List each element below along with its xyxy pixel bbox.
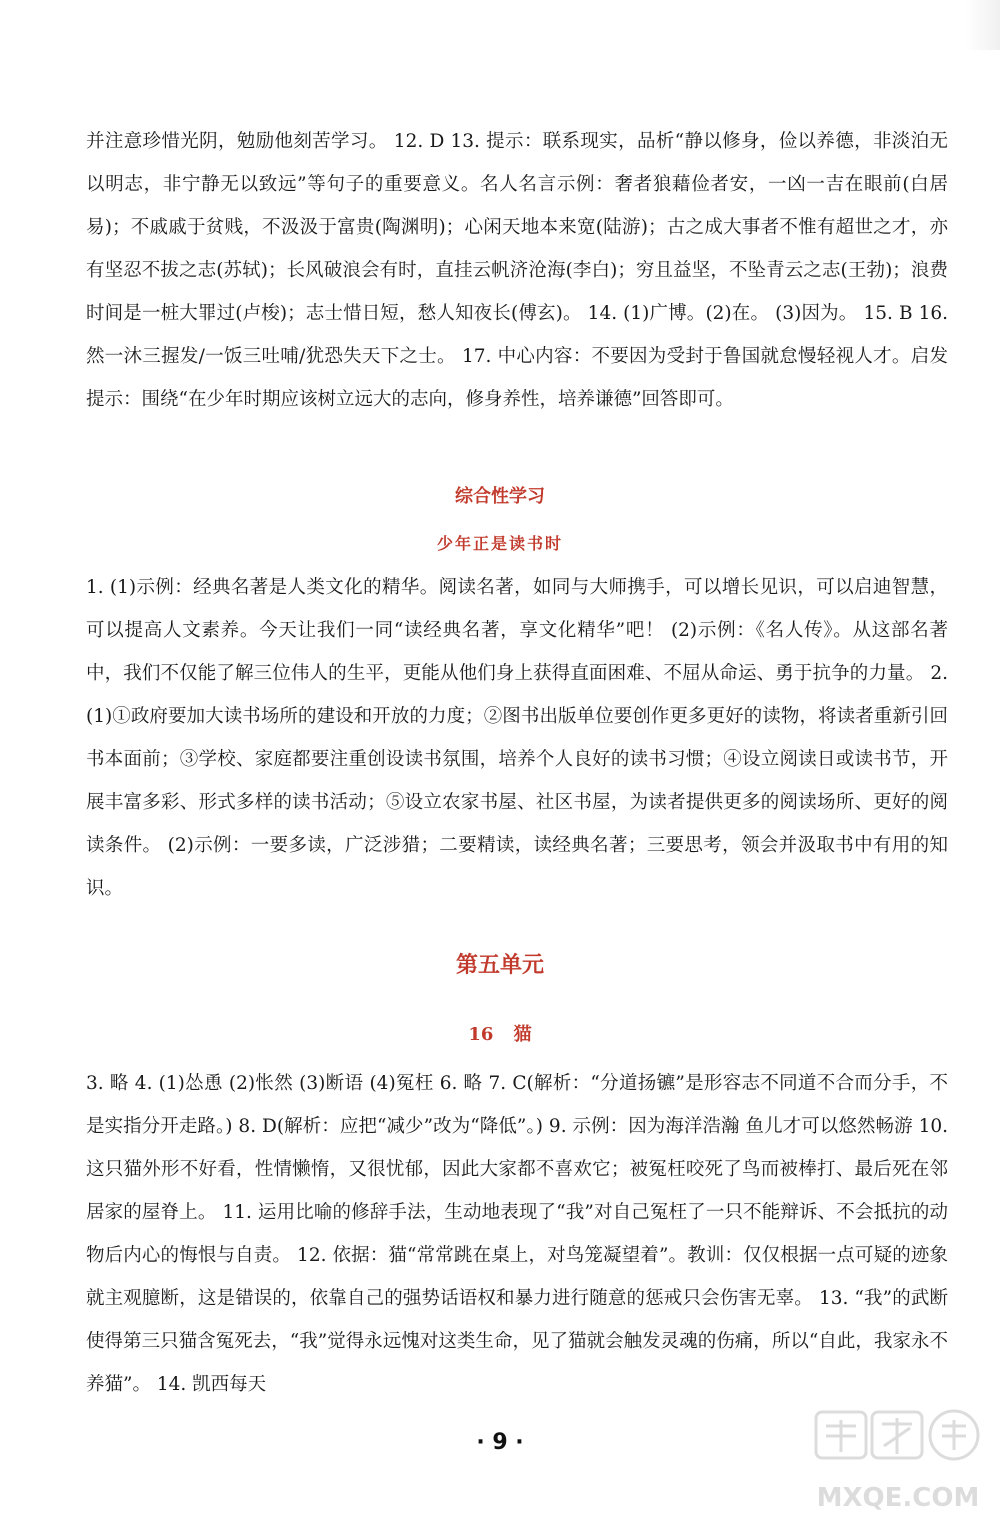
subsection-heading: 少年正是读书时 xyxy=(436,534,563,553)
answer-paragraph-2: 1. (1)示例：经典名著是人类文化的精华。阅读名著，如同与大师携手，可以增长见识，可以启迪智慧，可以提高人文素养。今天让我们一同“读经典名著，享文化精华”吧！ (2)示例：《名人传》。从这部名著中，我们不仅能了解三位伟人的生平，更能从他们身上获得直面困难、不屈从命运、勇于抗争的力量。 2. (1)①政府要加大读书场所的建设和开放的力度；②图书出版单位要创作更多更好的读物，将读者重新引回书本面前；③学校、家庭都要注重创设读书氛围，培养个人良好的读书习惯；④设立阅读日或读书节，开展丰富多彩、形式多样的读书活动；⑤设立农家书屋、社区书屋，为读者提供更多的阅读场所、更好的阅读条件。 (2)示例：一要多读，广泛涉猎；二要精读，读经典名著；三要思考，领会并汲取书中有用的知识。 xyxy=(86,577,948,899)
watermark-logo xyxy=(810,1406,986,1522)
unit-heading: 第五单元 xyxy=(455,952,544,978)
lesson-heading: 16 猫 xyxy=(468,1024,532,1045)
page-edge-shadow xyxy=(966,0,1000,50)
watermark-text: MXQE.COM xyxy=(816,1483,980,1513)
section-heading: 综合性学习 xyxy=(455,486,545,507)
answer-paragraph-3: 3. 略 4. (1)怂恿 (2)怅然 (3)断语 (4)冤枉 6. 略 7. C(解析：“分道扬镳”是形容志不同道不合而分手，不是实指分开走路。) 8. D(解析：应把“减少”改为“降低”。) 9. 示例：因为海洋浩瀚 鱼儿才可以悠然畅游 10. 这只猫外形不好看，性情懒惰，又很忧郁，因此大家都不喜欢它；被冤枉咬死了鸟而被棒打、最后死在邻居家的屋脊上。 11. 运用比喻的修辞手法，生动地表现了“我”对自己冤枉了一只不能辩诉、不会抵抗的动物后内心的悔恨与自责。 12. 依据：猫“常常跳在桌上，对鸟笼凝望着”。教训：仅仅根据一点可疑的迹象就主观臆断，这是错误的，依靠自己的强势话语权和暴力进行随意的惩戒只会伤害无辜。 13. “我”的武断使得第三只猫含冤死去，“我”觉得永远愧对这类生命，见了猫就会触发灵魂的伤痛，所以“自此，我家永不养猫”。 14. 凯西每天 xyxy=(86,1073,948,1395)
page-number: · 9 · xyxy=(476,1430,524,1455)
answer-paragraph-1: 并注意珍惜光阴，勉励他刻苦学习。 12. D 13. 提示：联系现实，品析“静以修身，俭以养德，非淡泊无以明志，非宁静无以致远”等句子的重要意义。名人名言示例：奢者狼藉俭者安，一凶一吉在眼前(白居易)；不戚戚于贫贱，不汲汲于富贵(陶渊明)；心闲天地本来宽(陆游)；古之成大事者不惟有超世之才，亦有坚忍不拔之志(苏轼)；长风破浪会有时，直挂云帆济沧海(李白)；穷且益坚，不坠青云之志(王勃)；浪费时间是一桩大罪过(卢梭)；志士惜日短，愁人知夜长(傅玄)。 14. (1)广博。(2)在。 (3)因为。 15. B 16. 然一沐三握发/一饭三吐哺/犹恐失天下之士。 17. 中心内容：不要因为受封于鲁国就怠慢轻视人才。启发提示：围绕“在少年时期应该树立远大的志向，修身养性，培养谦德”回答即可。 xyxy=(86,131,948,410)
